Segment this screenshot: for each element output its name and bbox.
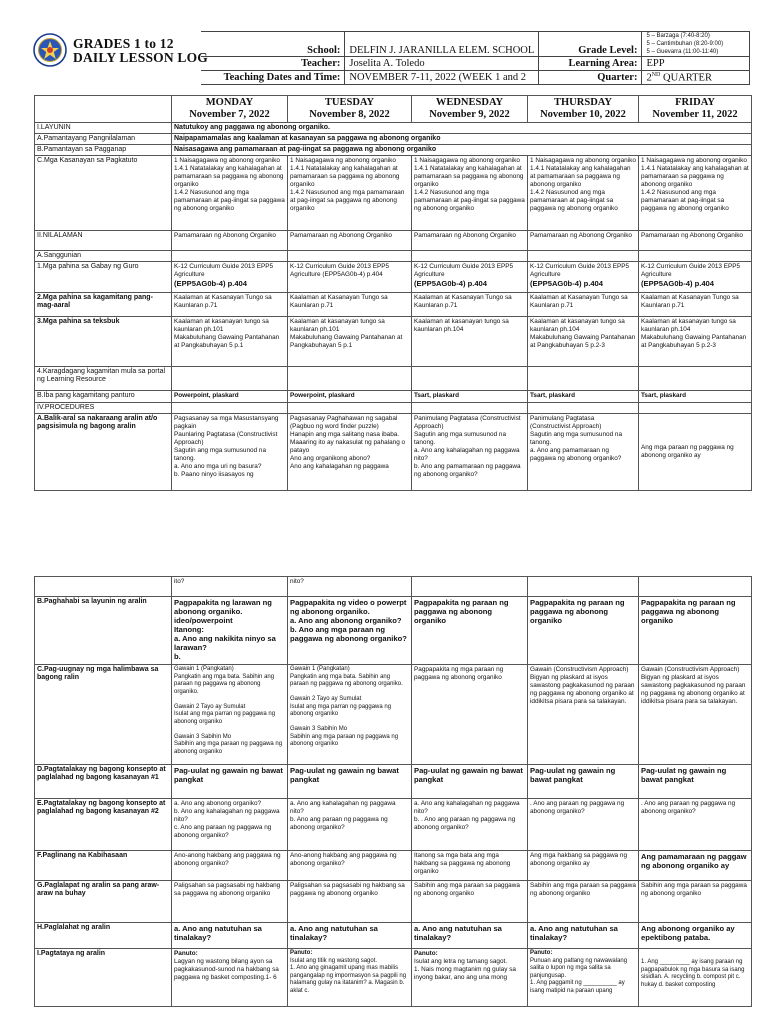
deped-seal-icon: [33, 33, 67, 67]
gabay-code: (EPP5AG0b-4) p.404: [641, 279, 715, 288]
empty-cell: [288, 367, 412, 391]
empty-cell: [528, 577, 639, 597]
corner-cell: [35, 96, 172, 123]
row-label-procedures: IV.PROCEDURES: [35, 403, 172, 414]
linang-tuesday: Ano-anong hakbang ang paggawa ng abonong organiko?: [288, 851, 412, 881]
empty-cell: [35, 577, 172, 597]
empty-cell: [288, 403, 412, 414]
gabay-text: K-12 Curriculum Guide 2013 EPP5 Agriculture: [530, 263, 630, 278]
table-row: [35, 367, 752, 391]
pamantayan-sa-pagganap-text: Naisasagawa ang pamamaraan at pag-iingat sa paggawa ng abonong organiko: [172, 145, 752, 156]
gabay-friday: [639, 262, 752, 293]
empty-cell: [412, 577, 528, 597]
balik-aral-wednesday: Panimulang Pagtatasa (Constructivist Approach) Sagutin ang mga sumusunod na tanong. a. Ano ang kahalagahan ng paggawa nito? b. Ano ang pamamaraan ng paggawa ng abonong organiko?: [412, 414, 528, 491]
iba-pang-friday: Tsart, plaskard: [639, 391, 752, 403]
talakay1-friday: Pag-uulat ng gawain ng bawat pangkat: [639, 765, 752, 799]
day-header-monday: [172, 96, 288, 123]
pamantayang-pangnilalaman-text: Naipapamamalas ang kaalaman at kasanayan sa paggawa ng abonong organiko: [172, 134, 752, 145]
gabay-thursday: [528, 262, 639, 293]
title-line-1: GRADES 1 to 12: [73, 36, 174, 51]
linang-thursday: Ang mga hakbang sa paggawa ng abonong organiko ay: [528, 851, 639, 881]
gabay-text: K-12 Curriculum Guide 2013 EPP5 Agriculture: [641, 263, 741, 278]
lesson-table-part1: [34, 95, 752, 491]
table-row: [35, 923, 752, 949]
row-label-layunin: I.LAYUNIN: [35, 123, 172, 134]
taya-wednesday: [412, 949, 528, 1007]
area-value: EPP: [642, 57, 750, 71]
day-name: WEDNESDAY: [435, 97, 504, 108]
row-label-iba-pang-kagamitan: B.Iba pang kagamitang panturo: [35, 391, 172, 403]
empty-cell: [172, 367, 288, 391]
table-row: [35, 881, 752, 923]
table-row: [35, 293, 752, 317]
table-row: [35, 765, 752, 799]
table-row: [35, 231, 752, 251]
teacher-label: Teacher:: [201, 57, 345, 71]
kasanayan-tuesday: 1 Naisagagawa ng abonong organiko 1.4.1 Natatalakay ang kahalagahan at pamamaraan sa paggawa ng abonong organiko 1.4.2 Nasusunod ang mga pamamaraan at pag-iingat sa paggawa ng abonong organiko: [288, 156, 412, 231]
iba-pang-thursday: Tsart, plaskard: [528, 391, 639, 403]
lapat-tuesday: Paligsahan sa pagsasabi ng hakbang sa paggawa ng abonong organiko: [288, 881, 412, 923]
iba-pang-wednesday: Tsart, plaskard: [412, 391, 528, 403]
school-value: DELFIN J. JARANILLA ELEM. SCHOOL: [345, 32, 539, 57]
linang-wednesday: Itanong sa mga bata ang mga hakbang sa paggawa ng abonong organiko: [412, 851, 528, 881]
nilalaman-friday: Pamamaraan ng Abonong Organiko: [639, 231, 752, 251]
kasanayan-monday: 1 Naisagagawa ng abonong organiko 1.4.1 Natatalakay ang kahalagahan at pamamaraan sa paggawa ng abonong organiko 1.4.2 Nasusunod ang mga pamamaraan at pag-iingat sa paggawa ng abonong organiko: [172, 156, 288, 231]
gabay-code: (EPP5AG0b-4) p.404: [414, 279, 488, 288]
kagamitang-wednesday: Kaalaman at Kasanayan Tungo sa Kaunlaran p.71: [412, 293, 528, 317]
gabay-text: K-12 Curriculum Guide 2013 EPP5 Agriculture: [174, 263, 274, 278]
lahat-wednesday: a. Ano ang natutuhan sa tinalakay?: [412, 923, 528, 949]
schedule-line: 5 – Guevarra (11:00-11:40): [646, 49, 719, 55]
empty-cell: [528, 251, 639, 262]
gabay-code: (EPP5AG0b-4) p.404: [174, 279, 248, 288]
table-row: [35, 251, 752, 262]
teksbuk-thursday: Kaalaman at kasanayan tungo sa kaunlaran ph.104 Makabuluhang Gawaing Pantahanan at Pangkabuhayan 5 p.2-3: [528, 317, 639, 367]
empty-cell: [412, 367, 528, 391]
uugnay-thursday: Gawain (Constructivism Approach) Bigyan ng plaskard at isyos sawastong pagkakasunod ng paraan ng paggawa ng abonong organiko at iddikitsa pisara para sa talakayan.: [528, 665, 639, 765]
title-line-2: DAILY LESSON LOG: [73, 50, 208, 65]
uugnay-tuesday: Gawain 1 (Pangkatan) Pangkatin ang mga bata. Sabihin ang paraan ng paggawa ng abonong organiko. Gawain 2 Tayo ay Sumulat Isulat ang mga parran ng paggawa ng abonong organiko Gawain 3 Sabihin Mo Sabihin ang mga paraan ng paggawa ng abonong organiko: [288, 665, 412, 765]
talakay1-wednesday: Pag-uulat ng gawain ng bawat pangkat: [412, 765, 528, 799]
kagamitang-friday: Kaalaman at Kasanayan Tungo sa Kaunlaran p.71: [639, 293, 752, 317]
uugnay-wednesday: Pagpapakita ng mga paraan ng paggawa ng abonong organiko: [412, 665, 528, 765]
lahat-tuesday: a. Ano ang natutuhan sa tinalakay?: [288, 923, 412, 949]
empty-cell: [528, 367, 639, 391]
table-row: [35, 145, 752, 156]
teksbuk-monday: Kaalaman at kasanayan tungo sa kaunlaran ph.101 Makabuluhang Gawaing Pantahanan at Pangkabuhayan 5 p.1: [172, 317, 288, 367]
day-date: November 7, 2022: [189, 109, 270, 120]
quarter-label: Quarter:: [539, 71, 642, 85]
talakay2-friday: . Ano ang paraan ng paggawa ng abonong organiko?: [639, 799, 752, 851]
iba-pang-monday: Powerpoint, plaskard: [172, 391, 288, 403]
table-row: [35, 665, 752, 765]
row-label-paghahabi: B.Paghahabi sa layunin ng aralin: [35, 597, 172, 665]
empty-cell: [639, 403, 752, 414]
row-label-pagtatalakay-1: D.Pagtatalakay ng bagong konsepto at paglalahad ng bagong kasanayan #1: [35, 765, 172, 799]
row-label-paglinang: F.Paglinang na Kabihasaan: [35, 851, 172, 881]
grade-schedule: [642, 32, 750, 57]
talakay2-tuesday: a. Ano ang kahalagahan ng paggawa nito? b. Ano ang paraan ng paggawa ng abonong organiko?: [288, 799, 412, 851]
taya-text: Lagyan ng wastong bilang ayon sa pagkakasunod-sunod na hakbang sa paggawa ng basket composting.1- 6: [174, 958, 279, 981]
paghahabi-tuesday: Pagpapakita ng video o powerpt ng abonong organiko. a. Ano ang abonong organiko? b. Ano ang mga paraan ng paggawa ng abonong organiko?: [288, 597, 412, 665]
talakay2-thursday: . Ano ang paraan ng paggawa ng abonong organiko?: [528, 799, 639, 851]
gabay-text: K-12 Curriculum Guide 2013 EPP5 Agriculture: [414, 263, 514, 278]
kasanayan-thursday: 1 Naisagagawa ng abonong organiko 1.4.1 Natatalakay ang kahalagahan at pamamaraan sa paggawa ng abonong organiko 1.4.2 Nasusunod ang mga pamamaraan at pag-iingat sa paggawa ng abonong organiko: [528, 156, 639, 231]
empty-cell: [639, 577, 752, 597]
lapat-monday: Paligsahan sa pagsasabi ng hakbang sa paggawa ng abonong organiko: [172, 881, 288, 923]
area-label: Learning Area:: [539, 57, 642, 71]
empty-cell: [172, 403, 288, 414]
paghahabi-wednesday: Pagpapakita ng paraan ng paggawa ng abonong organiko: [412, 597, 528, 665]
row-label-karagdagang: 4.Karagdagang kagamitan mula sa portal ng Learning Resource: [35, 367, 172, 391]
lapat-thursday: Sabihin ang mga paraan sa paggawa ng abonong organiko: [528, 881, 639, 923]
taya-tuesday: [288, 949, 412, 1007]
table-row: [35, 799, 752, 851]
nilalaman-thursday: Pamamaraan ng Abonong Organiko: [528, 231, 639, 251]
taya-friday: 1. Ang _________ ay isang paraan ng pagpapabulok ng mga basura sa isang sisidlan. A. recycling b. compost pit c. hukay d. basket composting: [639, 949, 752, 1007]
day-header-thursday: [528, 96, 639, 123]
row-label-paglalahat: H.Paglalahat ng aralin: [35, 923, 172, 949]
table-row: [35, 414, 752, 491]
table-row: [35, 123, 752, 134]
day-header-row: [35, 96, 752, 123]
row-label-teksbuk: 3.Mga pahina sa teksbuk: [35, 317, 172, 367]
lesson-table-part2: [34, 576, 752, 1007]
empty-cell: [528, 403, 639, 414]
teksbuk-tuesday: Kaalaman at kasanayan tungo sa kaunlaran ph.101 Makabuluhang Gawaing Pantahanan at Pangkabuhayan 5 p.1: [288, 317, 412, 367]
taya-head: Panuto:: [174, 950, 198, 957]
row-label-pagtataya: I.Pagtataya ng aralin: [35, 949, 172, 1007]
gabay-wednesday: [412, 262, 528, 293]
kagamitang-tuesday: Kaalaman at Kasanayan Tungo sa Kaunlaran p.71: [288, 293, 412, 317]
taya-text: Isulat ang letra ng tamang sagot. 1. Nais mong magtanim ng gulay sa inyong bakar, ano ang una mong: [414, 958, 516, 981]
talakay2-wednesday: a. Ano ang kahalagahan ng paggawa nito? b. . Ano ang paraan ng paggawa ng abonong organiko?: [412, 799, 528, 851]
empty-cell: [288, 251, 412, 262]
grade-label: Grade Level:: [539, 32, 642, 57]
uugnay-friday: Gawain (Constructivism Approach) Bigyan ng plaskard at isyos sawastong pagkakasunod ng paraan ng paggawa ng abonong organiko at iddikitsa pisara para sa talakayan.: [639, 665, 752, 765]
balik-aral-friday: Ang mga paraan ng paggawa ng abonong organiko ay: [639, 414, 752, 491]
day-date: November 10, 2022: [540, 109, 626, 120]
paghahabi-monday: Pagpapakita ng larawan ng abonong organiko. ideo/powerpoint Itanong: a. Ano ang nakikita ninyo sa larawan? b.: [172, 597, 288, 665]
teksbuk-wednesday: Kaalaman at kasanayan tungo sa kaunlaran ph.104: [412, 317, 528, 367]
talakay1-tuesday: Pag-uulat ng gawain ng bawat pangkat: [288, 765, 412, 799]
kagamitang-thursday: Kaalaman at Kasanayan Tungo sa Kaunlaran p.71: [528, 293, 639, 317]
lapat-wednesday: Sabihin ang mga paraan sa paggawa ng abonong organiko: [412, 881, 528, 923]
kagamitang-monday: Kaalaman at Kasanayan Tungo sa Kaunlaran p.71: [172, 293, 288, 317]
school-label: School:: [201, 32, 345, 57]
gabay-code: (EPP5AG0b-4) p.404: [530, 279, 604, 288]
linang-friday: Ang pamamaraan ng paggaw ng abonong organiko ay: [639, 851, 752, 881]
day-header-wednesday: [412, 96, 528, 123]
talakay1-monday: Pag-uulat ng gawain ng bawat pangkat: [172, 765, 288, 799]
day-name: MONDAY: [205, 97, 254, 108]
document-title: [73, 37, 208, 65]
talakay1-thursday: Pag-uulat ng gawain ng bawat pangkat: [528, 765, 639, 799]
balik-aral-continued-tuesday: nito?: [288, 577, 412, 597]
table-row: [35, 156, 752, 231]
balik-aral-monday: Pagsasanay sa mga Masustansyang pagkain Paunlaring Pagtatasa (Constructivist Approach) Sagutin ang mga sumusunod na tanong. a. Ano ano mga uri ng basura? b. Paano ninyo iisasayos ng: [172, 414, 288, 491]
kasanayan-friday: 1 Naisagagawa ng abonong organiko 1.4.1 Natatalakay ang kahalagahan at pamamaraan sa paggawa ng abonong organiko 1.4.2 Nasusunod ang mga pamamaraan at pag-iingat sa paggawa ng abonong organiko: [639, 156, 752, 231]
day-header-tuesday: [288, 96, 412, 123]
lahat-thursday: a. Ano ang natutuhan sa tinalakay?: [528, 923, 639, 949]
quarter-value: 2ND QUARTER: [642, 71, 750, 85]
row-label-kagamitang: 2.Mga pahina sa kagamitang pang-mag-aaral: [35, 293, 172, 317]
nilalaman-wednesday: Pamamaraan ng Abonong Organiko: [412, 231, 528, 251]
taya-text: Isulat ang titik ng wastong sagot. 1. Ano ang ginagamit upang mas mabilis pangangalap ng impormasyon sa pagpili ng halamang gulay na itatanim? a. Magasin b. aklat c.: [290, 957, 407, 994]
gabay-tuesday: K-12 Curriculum Guide 2013 EPP5 Agriculture (EPP5AG0b-4) p.404: [288, 262, 412, 293]
empty-cell: [639, 367, 752, 391]
lahat-friday: Ang abonong organiko ay epektibong pataba.: [639, 923, 752, 949]
taya-head: Panuto:: [530, 950, 553, 956]
paghahabi-friday: Pagpapakita ng paraan ng paggawa ng abonong organiko: [639, 597, 752, 665]
day-name: THURSDAY: [554, 97, 612, 108]
row-label-nilalaman: II.NILALAMAN: [35, 231, 172, 251]
day-header-friday: [639, 96, 752, 123]
kasanayan-wednesday: 1 Naisagagawa ng abonong organiko 1.4.1 Natatalakay ang kahalagahan at pamamaraan sa paggawa ng abonong organiko 1.4.2 Nasusunod ang mga pamamaraan at pag-iingat sa paggawa ng abonong organiko: [412, 156, 528, 231]
row-label-kasanayan: C.Mga Kasanayan sa Pagkatuto: [35, 156, 172, 231]
day-name: TUESDAY: [324, 97, 375, 108]
gabay-monday: [172, 262, 288, 293]
row-label-pamantayang-pangnilalaman: A.Pamantayang Pangnilalaman: [35, 134, 172, 145]
dates-value: NOVEMBER 7-11, 2022 (WEEK 1 and 2: [345, 71, 539, 85]
header-meta-table: [201, 31, 750, 85]
row-label-pagtatalakay-2: E.Pagtatalakay ng bagong konsepto at paglalahad ng bagong kasanayan #2: [35, 799, 172, 851]
teacher-value: Joselita A. Toledo: [345, 57, 539, 71]
row-label-balik-aral: A.Balik-aral sa nakaraang aralin at/o pagsisimula ng bagong aralin: [35, 414, 172, 491]
day-date: November 9, 2022: [429, 109, 510, 120]
day-date: November 11, 2022: [652, 109, 738, 120]
nilalaman-monday: Pamamaraan ng Abonong Organiko: [172, 231, 288, 251]
row-label-gabay-ng-guro: 1.Mga pahina sa Gabay ng Guro: [35, 262, 172, 293]
taya-thursday: [528, 949, 639, 1007]
paghahabi-thursday: Pagpapakita ng paraan ng paggawa ng abonong organiko: [528, 597, 639, 665]
balik-aral-tuesday: Pagsasanay Paghahawan ng sagabal (Pagbuo ng word finder puzzle) Hanapin ang mga salitang nasa ibaba. Maaaring ito ay nakasulat ng pahalang o patayo Ano ang organikong abono? Ano ang kahalagahan ng paggawa: [288, 414, 412, 491]
lahat-monday: a. Ano ang natutuhan sa tinalakay?: [172, 923, 288, 949]
table-row: [35, 577, 752, 597]
table-row: [35, 262, 752, 293]
table-row: [35, 317, 752, 367]
header: [33, 31, 750, 88]
table-row: [35, 851, 752, 881]
balik-aral-thursday: Panimulang Pagtatasa (Constructivist Approach) Sagutin ang mga sumusunod na tanong. a. Ano ang pamamaraan ng paggawa ng abonong organiko?: [528, 414, 639, 491]
row-label-pamantayan-sa-pagganap: B.Pamantayan sa Pagganap: [35, 145, 172, 156]
dates-label: Teaching Dates and Time:: [201, 71, 345, 85]
table-row: [35, 949, 752, 1007]
taya-head: Panuto:: [414, 950, 438, 957]
nilalaman-tuesday: Pamamaraan ng Abonong Organiko: [288, 231, 412, 251]
table-row: [35, 134, 752, 145]
row-label-paglalapat: G.Paglalapat ng aralin sa pang araw-araw na buhay: [35, 881, 172, 923]
row-label-sanggunian: A.Sanggunian: [35, 251, 172, 262]
day-date: November 8, 2022: [309, 109, 390, 120]
empty-cell: [412, 403, 528, 414]
row-label-pag-uugnay: C.Pag-uugnay ng mga halimbawa sa bagong ralin: [35, 665, 172, 765]
linang-monday: Ano-anong hakbang ang paggawa ng abonong organiko?: [172, 851, 288, 881]
talakay2-monday: a. Ano ang abonong organiko? b. Ano ang kahalagahan ng paggawa nito? c. Ano ang paraan ng paggawa ng abonong organiko?: [172, 799, 288, 851]
table-row: [35, 597, 752, 665]
lapat-friday: Sabihin ang mga paraan sa paggawa ng abonong organiko: [639, 881, 752, 923]
table-row: [35, 391, 752, 403]
taya-text: Punuan ang patlang ng nawawalang salita o lupon ng mga salita sa panjungusap. 1. Ang paggamit ng __________ ay isang matipid na paraan upang: [530, 957, 628, 994]
empty-cell: [412, 251, 528, 262]
empty-cell: [172, 251, 288, 262]
table-row: [35, 403, 752, 414]
teksbuk-friday: Kaalaman at kasanayan tungo sa kaunlaran ph.104 Makabuluhang Gawaing Pantahanan at Pangkabuhayan 5 p.2-3: [639, 317, 752, 367]
uugnay-monday: Gawain 1 (Pangkatan) Pangkatin ang mga bata. Sabihin ang paraan ng paggawa ng abonong organiko. Gawain 2 Tayo ay Sumulat Isulat ang mga parran ng paggawa ng abonong organiko Gawain 3 Sabihin Mo Sabihin ang mga paraan ng paggawa ng abonong organiko: [172, 665, 288, 765]
day-name: FRIDAY: [675, 97, 715, 108]
taya-monday: [172, 949, 288, 1007]
iba-pang-tuesday: Powerpoint, plaskard: [288, 391, 412, 403]
schedule-line: 5 – Cantimbuhan (8:20-9:00): [646, 41, 724, 47]
balik-aral-continued-monday: ito?: [172, 577, 288, 597]
taya-head: Panuto:: [290, 950, 313, 956]
layunin-text: Natutukoy ang paggawa ng abonong organiko.: [172, 123, 752, 134]
empty-cell: [639, 251, 752, 262]
schedule-line: 5 – Barzaga (7:40-8:20): [646, 33, 710, 39]
